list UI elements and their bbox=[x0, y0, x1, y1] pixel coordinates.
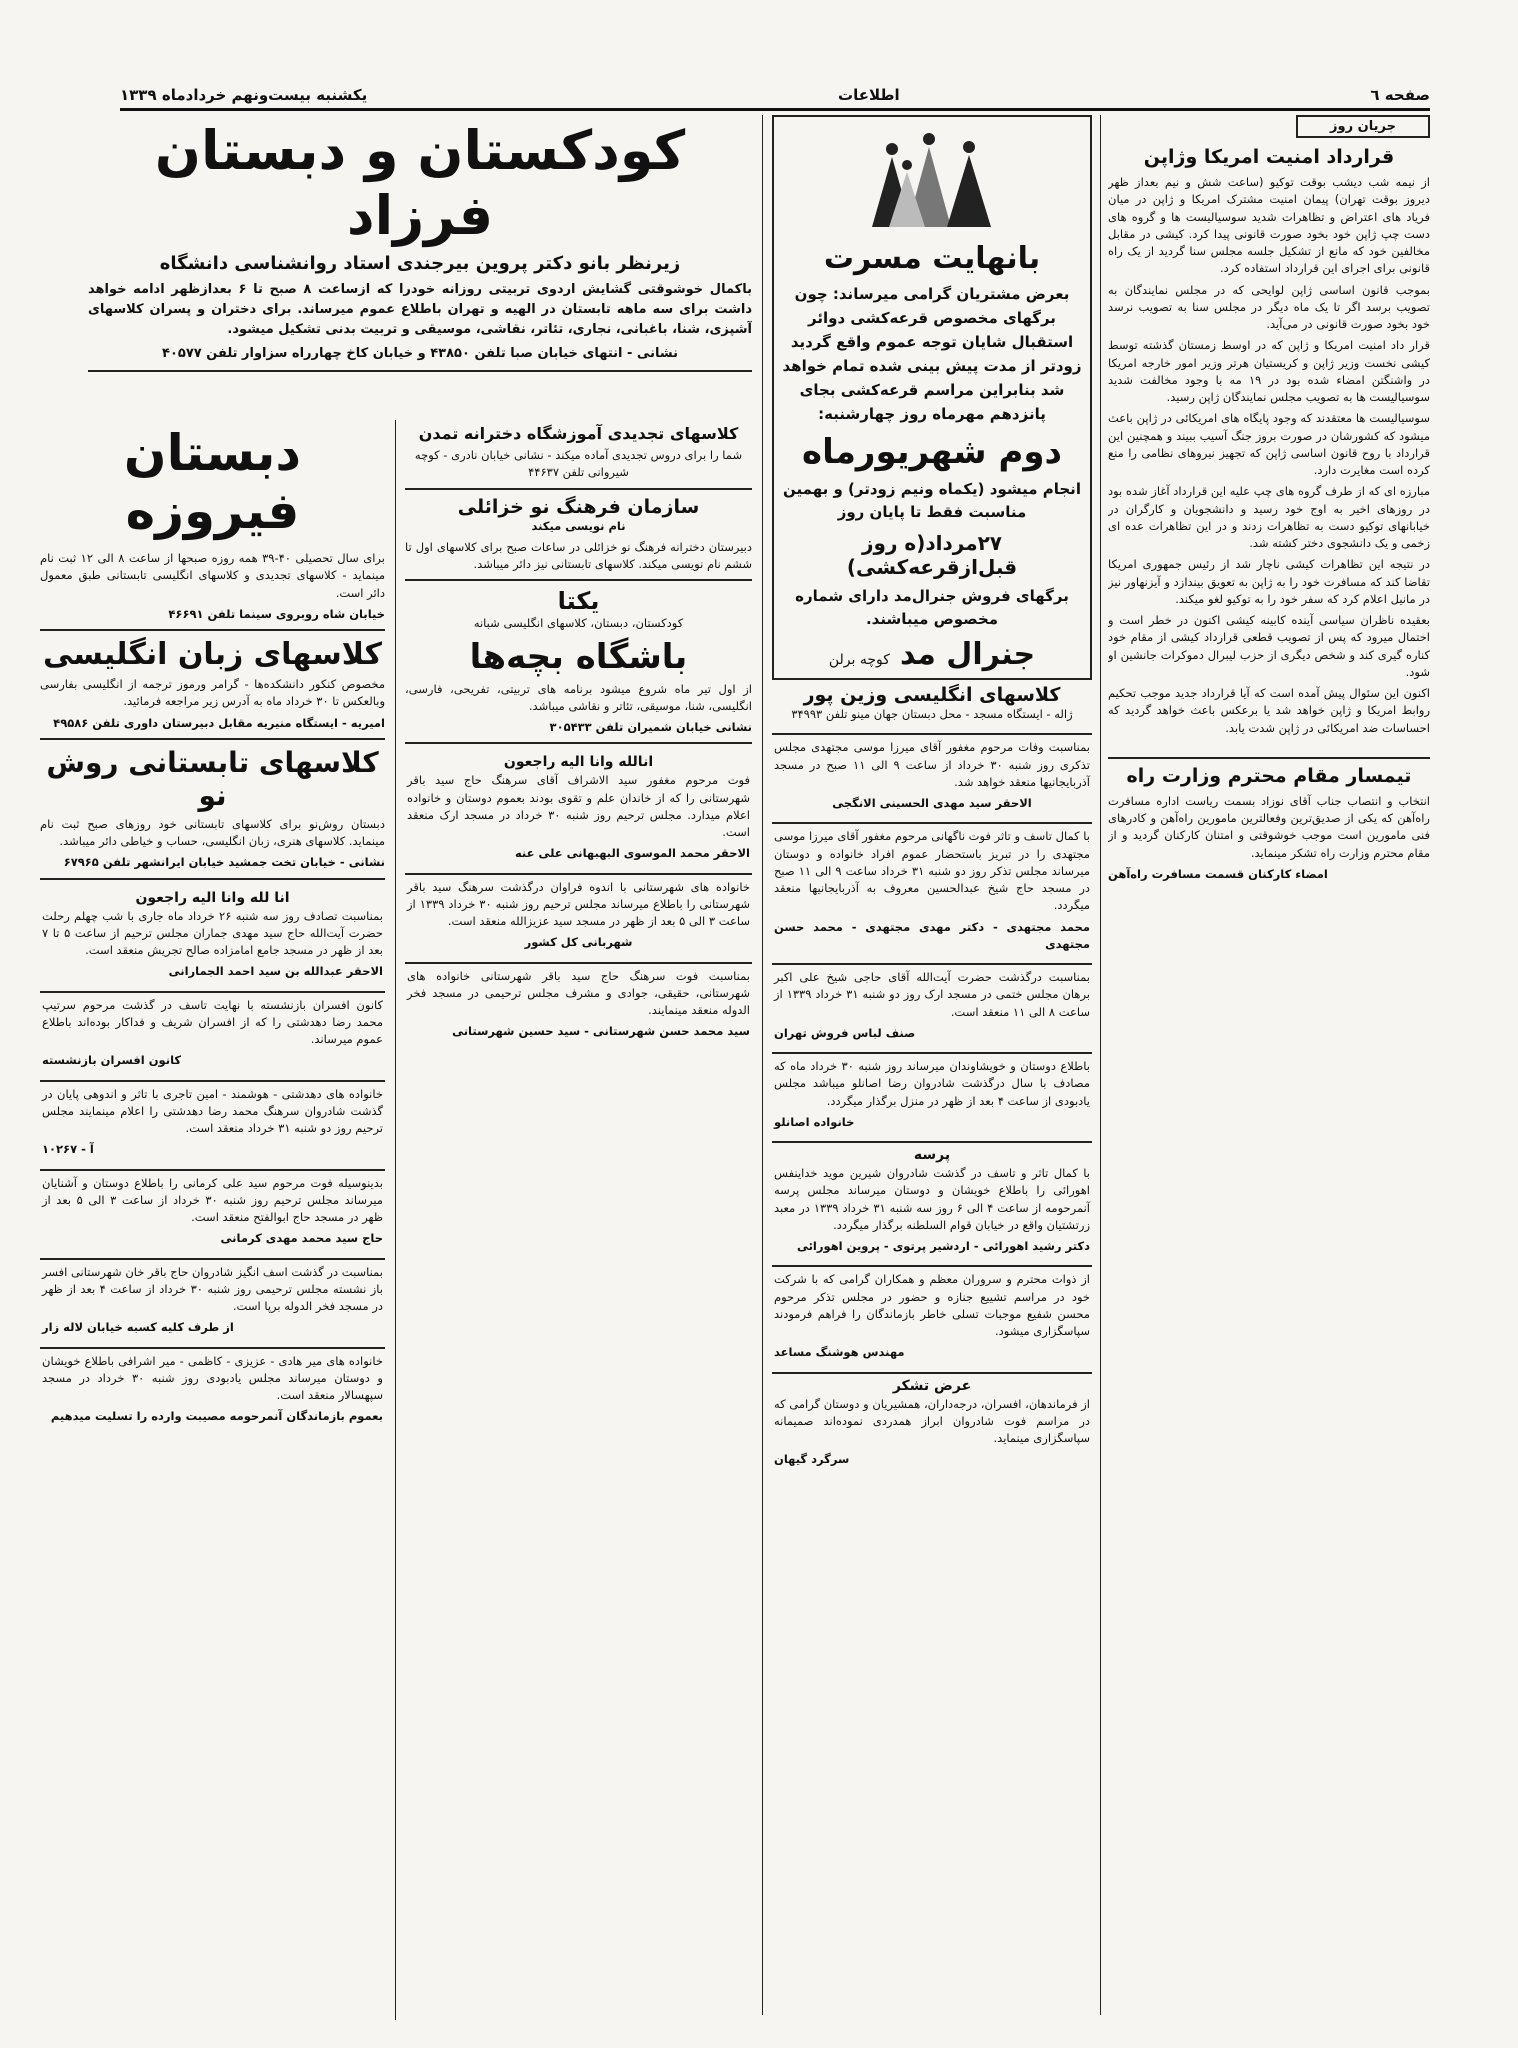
divider bbox=[40, 738, 385, 740]
farzad-subtitle: زیرنظر بانو دکتر پروین بیرجندی استاد روانشناسی دانشگاه bbox=[159, 252, 681, 274]
notice-heading: پرسه bbox=[913, 1147, 951, 1163]
khazaeli-sub: نام نویسی میکند bbox=[531, 518, 626, 533]
notice-text: بمناسبت درگذشت حضرت آیت‌الله آقای حاجی شیخ علی اکبر برهان مجلس ختمی در مسجد ارک روز دو شنبه ۳۱ خرداد ۱۳۳۹ از ساعت ۸ الی ۱۱ منعقد است. bbox=[774, 970, 1091, 1019]
notice bbox=[772, 1374, 1092, 1479]
notice-sign: آ - ۱۰۲۶۷ bbox=[42, 1142, 94, 1157]
ad-outro: برگهای فروش جنرال‌مد دارای شماره مخصوص میباشند. bbox=[795, 586, 1069, 628]
english-contact: امیریه - ایستگاه منیریه مقابل دبیرستان داوری تلفن ۴۹۵۸۶ bbox=[53, 715, 385, 730]
notice-text: با کمال تاثر و تاسف در گذشت شادروان شیرین موید خداینفس اهورائی را باطلاع خویشان و دوستان میرساند مجلس پرسه آنمرحومه از ساعت ۴ الی ۶ روز سه شنبه ۳۱ خرداد ۱۳۳۹ در معبد زرتشتیان واقع در خیابان قوام السلطنه برگذار میگردد. bbox=[774, 1166, 1091, 1232]
masthead-paper: اطلاعات bbox=[838, 86, 900, 104]
second-article-title: تیمسار مقام محترم وزارت راه bbox=[1126, 764, 1412, 787]
notice-sign: مهندس هوشنگ مساعد bbox=[774, 1345, 905, 1360]
notice-text: فوت مرحوم مغفور سید الاشراف آقای سرهنگ حاج سید باقر شهرستانی را که از خاندان علم و تقوی بودند بعموم دوستان و خانواده اعلام میدارد. مجلس ترحیم روز شنبه ۳۰ خرداد در مسجد ارک منعقد است. bbox=[407, 773, 750, 839]
tamadon-title: کلاسهای تجدیدی آموزشگاه دخترانه تمدن bbox=[418, 424, 739, 443]
khazaeli-title: سازمان فرهنگ نو خزائلی bbox=[457, 495, 700, 518]
english-classes-title: کلاسهای انگلیسی وزین پور bbox=[803, 684, 1061, 706]
paragraph: اکنون این سئوال پیش آمده است که آیا قرارداد جدید موجب تحکیم روابط امریکا و ژاپن خواهد شد یا برعکس باعث خواهد گردید که احساسات ضد امریکائی در ژاپن شدت یابد. bbox=[1108, 686, 1430, 735]
divider bbox=[88, 370, 752, 372]
masthead-date: یکشنبه بیست‌ونهم خردادماه ۱۳۳۹ bbox=[120, 86, 368, 104]
notice-sign: الاحقر عبدالله بن سید احمد الجمارانی bbox=[168, 964, 383, 979]
notice-heading: انا لله وانا الیه راجعون bbox=[135, 889, 290, 906]
flames-illustration bbox=[857, 127, 1007, 237]
divider bbox=[1108, 757, 1430, 759]
divider bbox=[405, 742, 752, 744]
notice bbox=[40, 993, 385, 1082]
divider bbox=[405, 488, 752, 490]
article-title: قرارداد امنیت امریکا وژاپن bbox=[1143, 146, 1395, 168]
notice-text: بمناسبت تصادف روز سه شنبه ۲۶ خرداد ماه جاری با شب چهلم رحلت حضرت آیت‌الله حاج سید مهدی جماران مجلس ترحیم از ساعت ۵ تا ۷ بعد از ظهر در مسجد جامع امامزاده صالح تجریش منعقد است. bbox=[42, 908, 383, 957]
ad-title: بانهایت مسرت bbox=[823, 241, 1041, 276]
ad-date: دوم شهریورماه bbox=[802, 432, 1062, 472]
column-rule bbox=[1100, 115, 1101, 2015]
notice bbox=[40, 1260, 385, 1349]
notice bbox=[405, 750, 752, 874]
notice-text: بمناسبت وفات مرحوم مغفور آقای میرزا موسی مجتهدی مجلس تذکری روز شنبه ۳۰ خرداد از ساعت ۹ الی ۱۱ صبح در مسجد آذربایجانیها منعقد خواهد شد. bbox=[774, 740, 1090, 789]
notice-text: با کمال تاسف و تاثر فوت ناگهانی مرحوم مغفور آقای میرزا موسی مجتهدی را در تبریز باستحضار عموم افراد خانواده و دوستان میرساند مجلس تذکر روز دو شنبه ۳۱ خرداد ساعت ۹ الی ۱۱ صبح در مسجد حاج شیخ عبدالحسین معروف به آذربایجانیها منعقد میگردد. bbox=[774, 829, 1090, 913]
english-classes-ad bbox=[772, 680, 1092, 735]
yekta-sub: کودکستان، دبستان، کلاسهای انگلیسی شبانه bbox=[473, 616, 684, 631]
notice bbox=[772, 735, 1092, 824]
masthead-page: صفحه ٦ bbox=[1370, 86, 1430, 104]
notice-text: خانواده های میر هادی - عزیزی - کاظمی - میر اشرافی باطلاع خویشان و دوستان میرساند مجلس یادبودی روز شنبه ۳۰ خرداد در مسجد سپهسالار منعقد است. bbox=[42, 1353, 383, 1402]
notice-sign: سید محمد حسن شهرستانی - سید حسین شهرستانی bbox=[452, 1024, 750, 1039]
firoozeh-body: برای سال تحصیلی ۴۰-۳۹ همه روزه صبحها از ساعت ۸ الی ۱۲ ثبت نام مینماید - کلاسهای تجدیدی و کلاسهای انگلیسی تابستانی طبق معمول دائر است. bbox=[40, 551, 385, 600]
firoozeh-title: دبستان فیروزه bbox=[123, 424, 302, 540]
khazaeli-body: دبیرستان دخترانه فرهنگ نو خزائلی در ساعات صبح برای کلاسهای اول تا ششم نام نویسی میکند. کلاسهای تابستانی نیز دائر میباشد. bbox=[405, 539, 752, 571]
farzad-ad bbox=[88, 115, 752, 415]
notice bbox=[772, 1143, 1092, 1267]
yekta-title: یکتا bbox=[557, 587, 600, 616]
masthead bbox=[120, 82, 1430, 111]
general-mod-ad bbox=[772, 115, 1092, 680]
paragraph: سوسیالیست ها معتقدند که وجود پایگاه های امریکائی در ژاپن باعث میشود که کشورشان در صورت بروز جنگ آسیب ببیند و همچنین این قرارداد با روح قانون اساسی ژاپن که تجهیز نیروهای نظامی را منع کرده است مغایرت دارد. bbox=[1108, 411, 1430, 477]
farzad-title: کودکستان و دبستان فرزاد bbox=[154, 119, 686, 247]
paragraph: بموجب قانون اساسی ژاپن لوایحی که در مجلس نمایندگان به تصویب برسد اگر تا یک ماه دیگر در مجلس سنا به تصویب نرسد خود بخود صورت قانونی در می‌آید. bbox=[1108, 282, 1430, 331]
paragraph: از نیمه شب دیشب بوقت توکیو (ساعت شش و نیم بعداز ظهر دیروز بوقت تهران) پیمان امنیت مشترک امریکا و ژاپن در میان فریاد های اعتراض و تظاهرات شدید سوسیالیست ها و گروه های دست چپ ژاپن خود بخود صورت قانونی پیدا کرد. کیشی در مقابل مخالفین خود که مانع از تشکیل جلسه مجلس سنا گردید از یک راه قانونی برای اجرای این قرارداد استفاده کرد. bbox=[1108, 175, 1430, 276]
farzad-contact: نشانی - انتهای خیابان صبا تلفن ۴۳۸۵۰ و خیابان کاخ چهارراه سزاوار تلفن ۴۰۵۷۷ bbox=[162, 346, 678, 362]
notice-sign: سرگرد گیهان bbox=[774, 1452, 850, 1467]
middle-column bbox=[772, 115, 1092, 2020]
summer-contact: نشانی - خیابان تخت جمشید خیابان ایرانشهر تلفن ۶۷۹۶۵ bbox=[63, 855, 385, 870]
left-middle-column bbox=[405, 420, 752, 2020]
notice bbox=[405, 964, 752, 1051]
notice-sign: شهربانی کل کشور bbox=[524, 935, 633, 950]
summer-title: کلاسهای تابستانی روش نو bbox=[46, 745, 379, 812]
notice-text: خانواده های شهرستانی با اندوه فراوان درگذشت سرهنگ سید باقر شهرستانی را باطلاع میرساند مجلس ترحیم روز شنبه ۳۰ خرداد ۱۳۳۹ از ساعت ۳ الی ۵ بعد از ظهر در مسجد سید عزیزالله منعقد است. bbox=[407, 879, 751, 928]
far-left-column bbox=[40, 420, 385, 2020]
notice-sign: از طرف کلیه کسبه خیابان لاله زار bbox=[42, 1320, 234, 1335]
article-body bbox=[1108, 174, 1430, 737]
ad-brand-row bbox=[780, 637, 1084, 672]
notice-sign: الاحقر سید مهدی الحسینی الانگجی bbox=[832, 796, 1032, 810]
notice bbox=[40, 1082, 385, 1171]
notice bbox=[772, 1054, 1092, 1143]
english-classes-address: ژاله - ایستگاه مسجد - محل دبستان جهان مینو تلفن ۳۴۹۹۳ bbox=[791, 707, 1073, 721]
english-title: کلاسهای زبان انگلیسی bbox=[43, 637, 382, 672]
paragraph: بعقیده ناظران سیاسی آینده کابینه کیشی اکنون در خطر است و احتمال میرود که پس از تصویب قطعی قرارداد کیشی از مقام خود کناره گیری کند و شخص دیگری از حزب لیبرال دموکرات جانشین او شود. bbox=[1108, 613, 1430, 679]
notice bbox=[405, 875, 752, 964]
notice-text: خانواده های دهدشتی - هوشمند - امین تاجری با تاثر و اندوهی پایان در گذشت شادروان سرهنگ محمد رضا دهدشتی را اعلام مینمایند مجلس ترحیم روز دو شنبه ۳۱ خرداد منعقد است. bbox=[42, 1086, 383, 1135]
section-label: جریان روز bbox=[1296, 115, 1430, 138]
right-column bbox=[1108, 115, 1430, 2020]
firoozeh-contact: خیابان شاه روبروی سینما تلفن ۴۶۶۹۱ bbox=[168, 606, 385, 621]
divider bbox=[40, 878, 385, 880]
second-article-body: انتخاب و انتصاب جناب آقای نوزاد بسمت ریاست اداره مسافرت راه‌آهن که یکی از صدیق‌ترین وفعالترین مامورین راه‌آهن و کادرهای فنی مامورین است موجب خوشوقتی و امتنان کارکنان گردید و از مقام محترم وزارت راه تشکر مینماید. bbox=[1108, 793, 1430, 860]
notice-sign: حاج سید محمد مهدی کرمانی bbox=[220, 1231, 383, 1246]
ad-mid: انجام میشود (یکماه ونیم زودتر) و بهمین مناسبت فقط تا پایان روز bbox=[783, 480, 1081, 522]
ad-street: کوچه برلن bbox=[828, 652, 890, 668]
second-article-signers: امضاء کارکنان قسمت مسافرت راه‌آهن bbox=[1108, 866, 1328, 881]
farzad-body: باکمال خوشوقتی گشایش اردوی تربیتی روزانه خودرا که ازساعت ۸ صبح تا ۶ بعدازظهر ادامه خواهد داشت برای سه ماهه تابستان در الهیه و تهران باطلاع عموم میرساند. برای دختران و پسران کلاسهای آشپزی، شنا، باغبانی، نجاری، تئاتر، نقاشی، موسیقی و تربیت بدنی تشکیل میشود. bbox=[88, 281, 752, 337]
yekta-body: از اول تیر ماه شروع میشود برنامه های تربیتی، تفریحی، فارسی، انگلیسی، شنا، موسیقی، تئاتر و نقاشی میباشد. bbox=[405, 681, 752, 713]
column-rule bbox=[395, 420, 396, 2020]
notice-heading: عرض تشکر bbox=[892, 1377, 972, 1394]
divider bbox=[40, 629, 385, 631]
notice-sign: صنف لباس فروش تهران bbox=[774, 1025, 916, 1040]
tamadon-body: شما را برای دروس تجدیدی آماده میکند - نشانی خیابان نادری - کوچه شیروانی تلفن ۴۴۶۳۷ bbox=[414, 448, 743, 480]
ad-brand: جنرال مد bbox=[899, 637, 1036, 672]
summer-body: دبستان روش‌نو برای کلاسهای تابستانی خود روزهای صبح ثبت نام مینماید. کلاسهای هنری، زبان انگلیسی، حساب و خیاطی دائر میباشد. bbox=[40, 816, 385, 848]
paragraph: قرار داد امنیت امریکا و ژاپن که در اوسط زمستان گذشته توسط کیشی نخست وزیر ژاپن و کریستیان هرتر وزیر امور خارجه امریکا در واشنگتن امضاء شده بود در ۱۹ مه با وجود مخالفت شدید سوسیالیست ها به تصویب مجلس نمایندگان ژاپن رسید. bbox=[1108, 338, 1430, 404]
notice-sign: دکتر رشید اهورائی - اردشیر پرتوی - پروین اهورائی bbox=[796, 1239, 1090, 1253]
notice bbox=[40, 1171, 385, 1260]
notice-sign: بعموم بازماندگان آنمرحومه مصیبت وارده را تسلیت میدهیم bbox=[50, 1409, 383, 1424]
notice-text: بدینوسیله فوت مرحوم سید علی کرمانی را باطلاع دوستان و آشنایان میرساند مجلس ترحیم روز شنبه ۳۰ خرداد از ساعت ۳ الی ۵ بعد از ظهر در مسجد حاج ابوالفتح منعقد است. bbox=[42, 1175, 383, 1224]
notice-text: بمناسبت در گذشت اسف انگیز شادروان حاج باقر خان شهرستانی افسر باز نشسته مجلس ترحیمی روز شنبه ۳۰ خرداد از ساعت ۴ بعد از ظهر در مسجد فخر الدوله برپا است. bbox=[42, 1264, 383, 1313]
notice bbox=[40, 1349, 385, 1436]
notice bbox=[40, 886, 385, 993]
notice-text: از ذوات محترم و سروران معظم و همکاران گرامی که با شرکت خود در مراسم تشییع جنازه و حضور در مجلس تذکر مرحوم محسن شفیع موجبات تسلی خاطر بازماندگان را فراهم فرمودند سپاسگزاری میشود. bbox=[774, 1272, 1090, 1338]
notice-sign: خانواده اصانلو bbox=[774, 1114, 855, 1129]
column-rule bbox=[762, 115, 763, 2015]
notice-heading: انالله وانا الیه راجعون bbox=[503, 754, 654, 771]
english-body: مخصوص کنکور دانشکده‌ها - گرامر ورموز ترجمه از انگلیسی بفارسی وبالعکس تا ۳۰ خرداد ماه به آدرس زیر مراجعه فرمائید. bbox=[40, 677, 385, 709]
ad-intro: بعرض مشتریان گرامی میرساند: چون برگهای مخصوص قرعه‌کشی دوائر استقبال شایان توجه عموم واقع گردید زودتر از مدت پیش بینی شده تمام خواهد شد بنابراین مراسم قرعه‌کشی بجای پانزدهم مهرماه روز چهارشنبه: bbox=[782, 285, 1082, 423]
notice-text: از فرماندهان، افسران، درجه‌داران، همشیریان و دوستان گرامی که در مراسم فوت شادروان ابراز همدردی نموده‌اند صمیمانه سپاسگزاری مینماید. bbox=[774, 1396, 1090, 1445]
notice bbox=[772, 965, 1092, 1054]
notice bbox=[772, 1267, 1092, 1373]
notice bbox=[772, 824, 1092, 965]
notice-sign: الاحقر محمد الموسوی البهبهانی علی عنه bbox=[514, 846, 750, 861]
divider bbox=[405, 579, 752, 581]
notice-sign: کانون افسران بازنشسته bbox=[42, 1053, 182, 1068]
ad-deadline: ۲۷مرداد(ه روز قبل‌ازقرعه‌کشی) bbox=[846, 530, 1018, 579]
yekta-club: باشگاه بچه‌ها bbox=[469, 636, 688, 677]
paragraph: مبارزه ای که از طرف گروه های چپ علیه این قرارداد آغاز شده بود در روزهای اخیر به اوج خود رسید و دانشجویان و کارگران در خیابانهای توکیو دست به تظاهرات زدند و در این تظاهرات عده ای زخمی و یک دانشجوی دختر کشته شد. bbox=[1108, 484, 1430, 550]
notice-text: کانون افسران بازنشسته با نهایت تاسف در گذشت مرحوم سرتیپ محمد رضا دهدشتی را که از افسران شریف و فداکار بوده‌اند باطلاع عموم میرساند. bbox=[42, 997, 383, 1046]
notice-text: بمناسبت فوت سرهنگ حاج سید باقر شهرستانی خانواده های شهرستانی، حقیقی، جوادی و مشرف مجلس ترحیمی در مسجد فخر الدوله منعقد مینمایند. bbox=[407, 968, 750, 1017]
yekta-contact: نشانی خیابان شمیران تلفن ۳۰۵۴۳۳ bbox=[549, 720, 752, 734]
notice-text: باطلاع دوستان و خویشاوندان میرساند روز شنبه ۳۰ خرداد ماه که مصادف با سال درگذشت شادروان رضا اصانلو میباشد مجلس یادبودی از ساعت ۴ بعد از ظهر در منزل برگذار میگردد. bbox=[774, 1059, 1090, 1108]
paragraph: در نتیجه این تظاهرات کیشی ناچار شد از رئیس جمهوری امریکا تقاضا کند که مسافرت خود را به ژاپن به تعویق بیندازد و آیزنهاور نیز در مانیل اعلام کرد که سفر خود را به توکیو لغو میکند. bbox=[1108, 557, 1430, 606]
notice-sign: محمد مجتهدی - دکتر مهدی مجتهدی - محمد حسن مجتهدی bbox=[774, 919, 1090, 951]
